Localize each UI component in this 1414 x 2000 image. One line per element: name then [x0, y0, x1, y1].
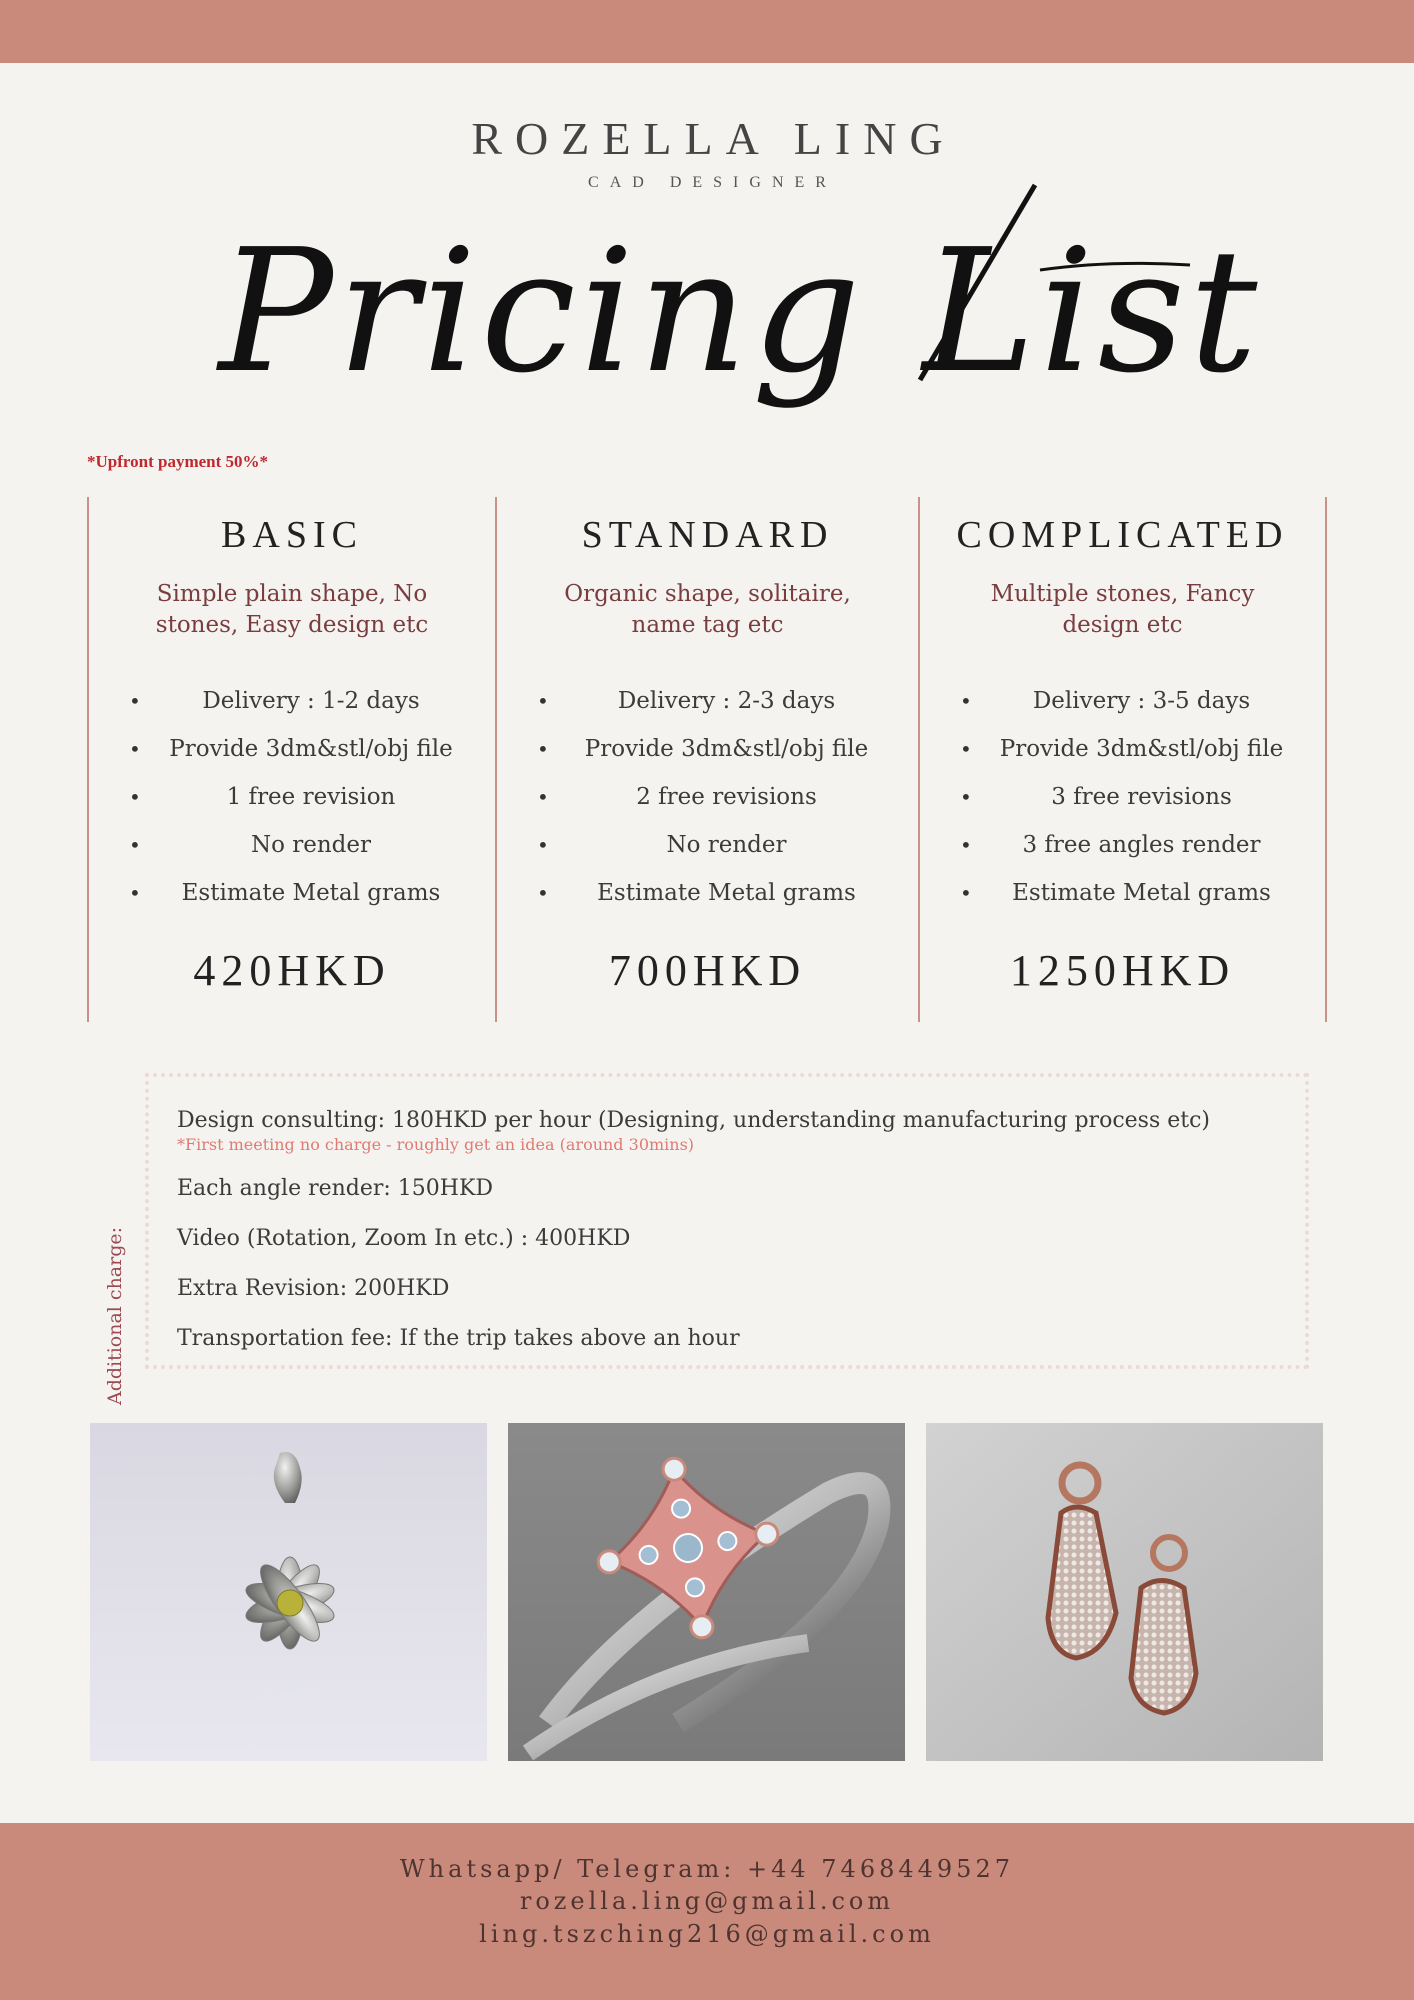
list-item: • Delivery : 1-2 days — [129, 685, 465, 733]
list-item: • Estimate Metal grams — [129, 877, 465, 925]
bullet-icon: • — [960, 833, 972, 857]
list-item: • Estimate Metal grams — [537, 877, 888, 925]
list-item: • Provide 3dm&stl/obj file — [537, 733, 888, 781]
bullet-icon: • — [960, 737, 972, 761]
tier-basic — [89, 497, 495, 1022]
tier-feature-list — [920, 685, 1325, 925]
tier-feature-list — [497, 685, 918, 925]
column-divider — [1325, 497, 1327, 1022]
angle-render-charge: Each angle render: 150HKD — [177, 1176, 494, 1201]
list-item: • No render — [129, 829, 465, 877]
tier-name: STANDARD — [581, 514, 834, 556]
tier-name: COMPLICATED — [956, 514, 1289, 556]
list-item: • Estimate Metal grams — [960, 877, 1295, 925]
tier-feature-list — [89, 685, 495, 925]
tier-description: Multiple stones, Fancy design etc — [990, 581, 1255, 638]
bullet-icon: • — [537, 785, 549, 809]
bullet-icon: • — [129, 689, 141, 713]
consulting-charge: Design consulting: 180HKD per hour (Designing, understanding manufacturing process etc) — [177, 1108, 1211, 1133]
contact-phone[interactable]: Whatsapp/ Telegram: +44 7468449527 — [400, 1855, 1014, 1883]
bullet-icon: • — [537, 881, 549, 905]
list-item: • No render — [537, 829, 888, 877]
flower-pendant-image — [90, 1423, 487, 1761]
bullet-icon: • — [960, 785, 972, 809]
list-item: • 1 free revision — [129, 781, 465, 829]
bullet-icon: • — [537, 833, 549, 857]
bullet-icon: • — [129, 737, 141, 761]
list-item: • Delivery : 3-5 days — [960, 685, 1295, 733]
list-item: • 3 free angles render — [960, 829, 1295, 877]
bullet-icon: • — [129, 881, 141, 905]
list-item: • Provide 3dm&stl/obj file — [960, 733, 1295, 781]
tier-price: 420HKD — [193, 946, 391, 995]
tier-description: Organic shape, solitaire, name tag etc — [564, 581, 851, 638]
designer-name: ROZELLA LING — [471, 113, 956, 164]
tier-description: Simple plain shape, No stones, Easy design etc — [155, 581, 429, 638]
top-color-band — [0, 0, 1414, 63]
list-item: • Delivery : 2-3 days — [537, 685, 888, 733]
list-item: • 3 free revisions — [960, 781, 1295, 829]
bullet-icon: • — [129, 785, 141, 809]
tier-price: 700HKD — [608, 946, 807, 995]
video-charge: Video (Rotation, Zoom In etc.) : 400HKD — [177, 1226, 631, 1251]
upfront-payment-note: *Upfront payment 50%* — [87, 452, 269, 471]
page-title-text: Pricing List — [218, 213, 1262, 411]
contact-email-primary[interactable]: rozella.ling@gmail.com — [519, 1887, 895, 1915]
list-item: • 2 free revisions — [537, 781, 888, 829]
earrings-image — [926, 1423, 1323, 1761]
transport-charge: Transportation fee: If the trip takes above an hour — [177, 1326, 740, 1351]
bullet-icon: • — [537, 737, 549, 761]
bullet-icon: • — [960, 689, 972, 713]
tier-name: BASIC — [221, 514, 363, 556]
consulting-note: *First meeting no charge - roughly get an idea (around 30mins) — [177, 1135, 695, 1154]
contact-email-secondary[interactable]: ling.tszching216@gmail.com — [479, 1920, 935, 1948]
additional-charges-box — [145, 1073, 1309, 1369]
tier-standard — [497, 497, 918, 1022]
extra-revision-charge: Extra Revision: 200HKD — [177, 1276, 450, 1301]
bullet-icon: • — [960, 881, 972, 905]
tier-complicated — [920, 497, 1325, 1022]
designer-role: CAD DESIGNER — [588, 174, 837, 191]
bullet-icon: • — [129, 833, 141, 857]
bullet-icon: • — [537, 689, 549, 713]
ring-image — [508, 1423, 905, 1761]
list-item: • Provide 3dm&stl/obj file — [129, 733, 465, 781]
tier-price: 1250HKD — [1009, 946, 1236, 995]
page-title — [0, 180, 1414, 430]
